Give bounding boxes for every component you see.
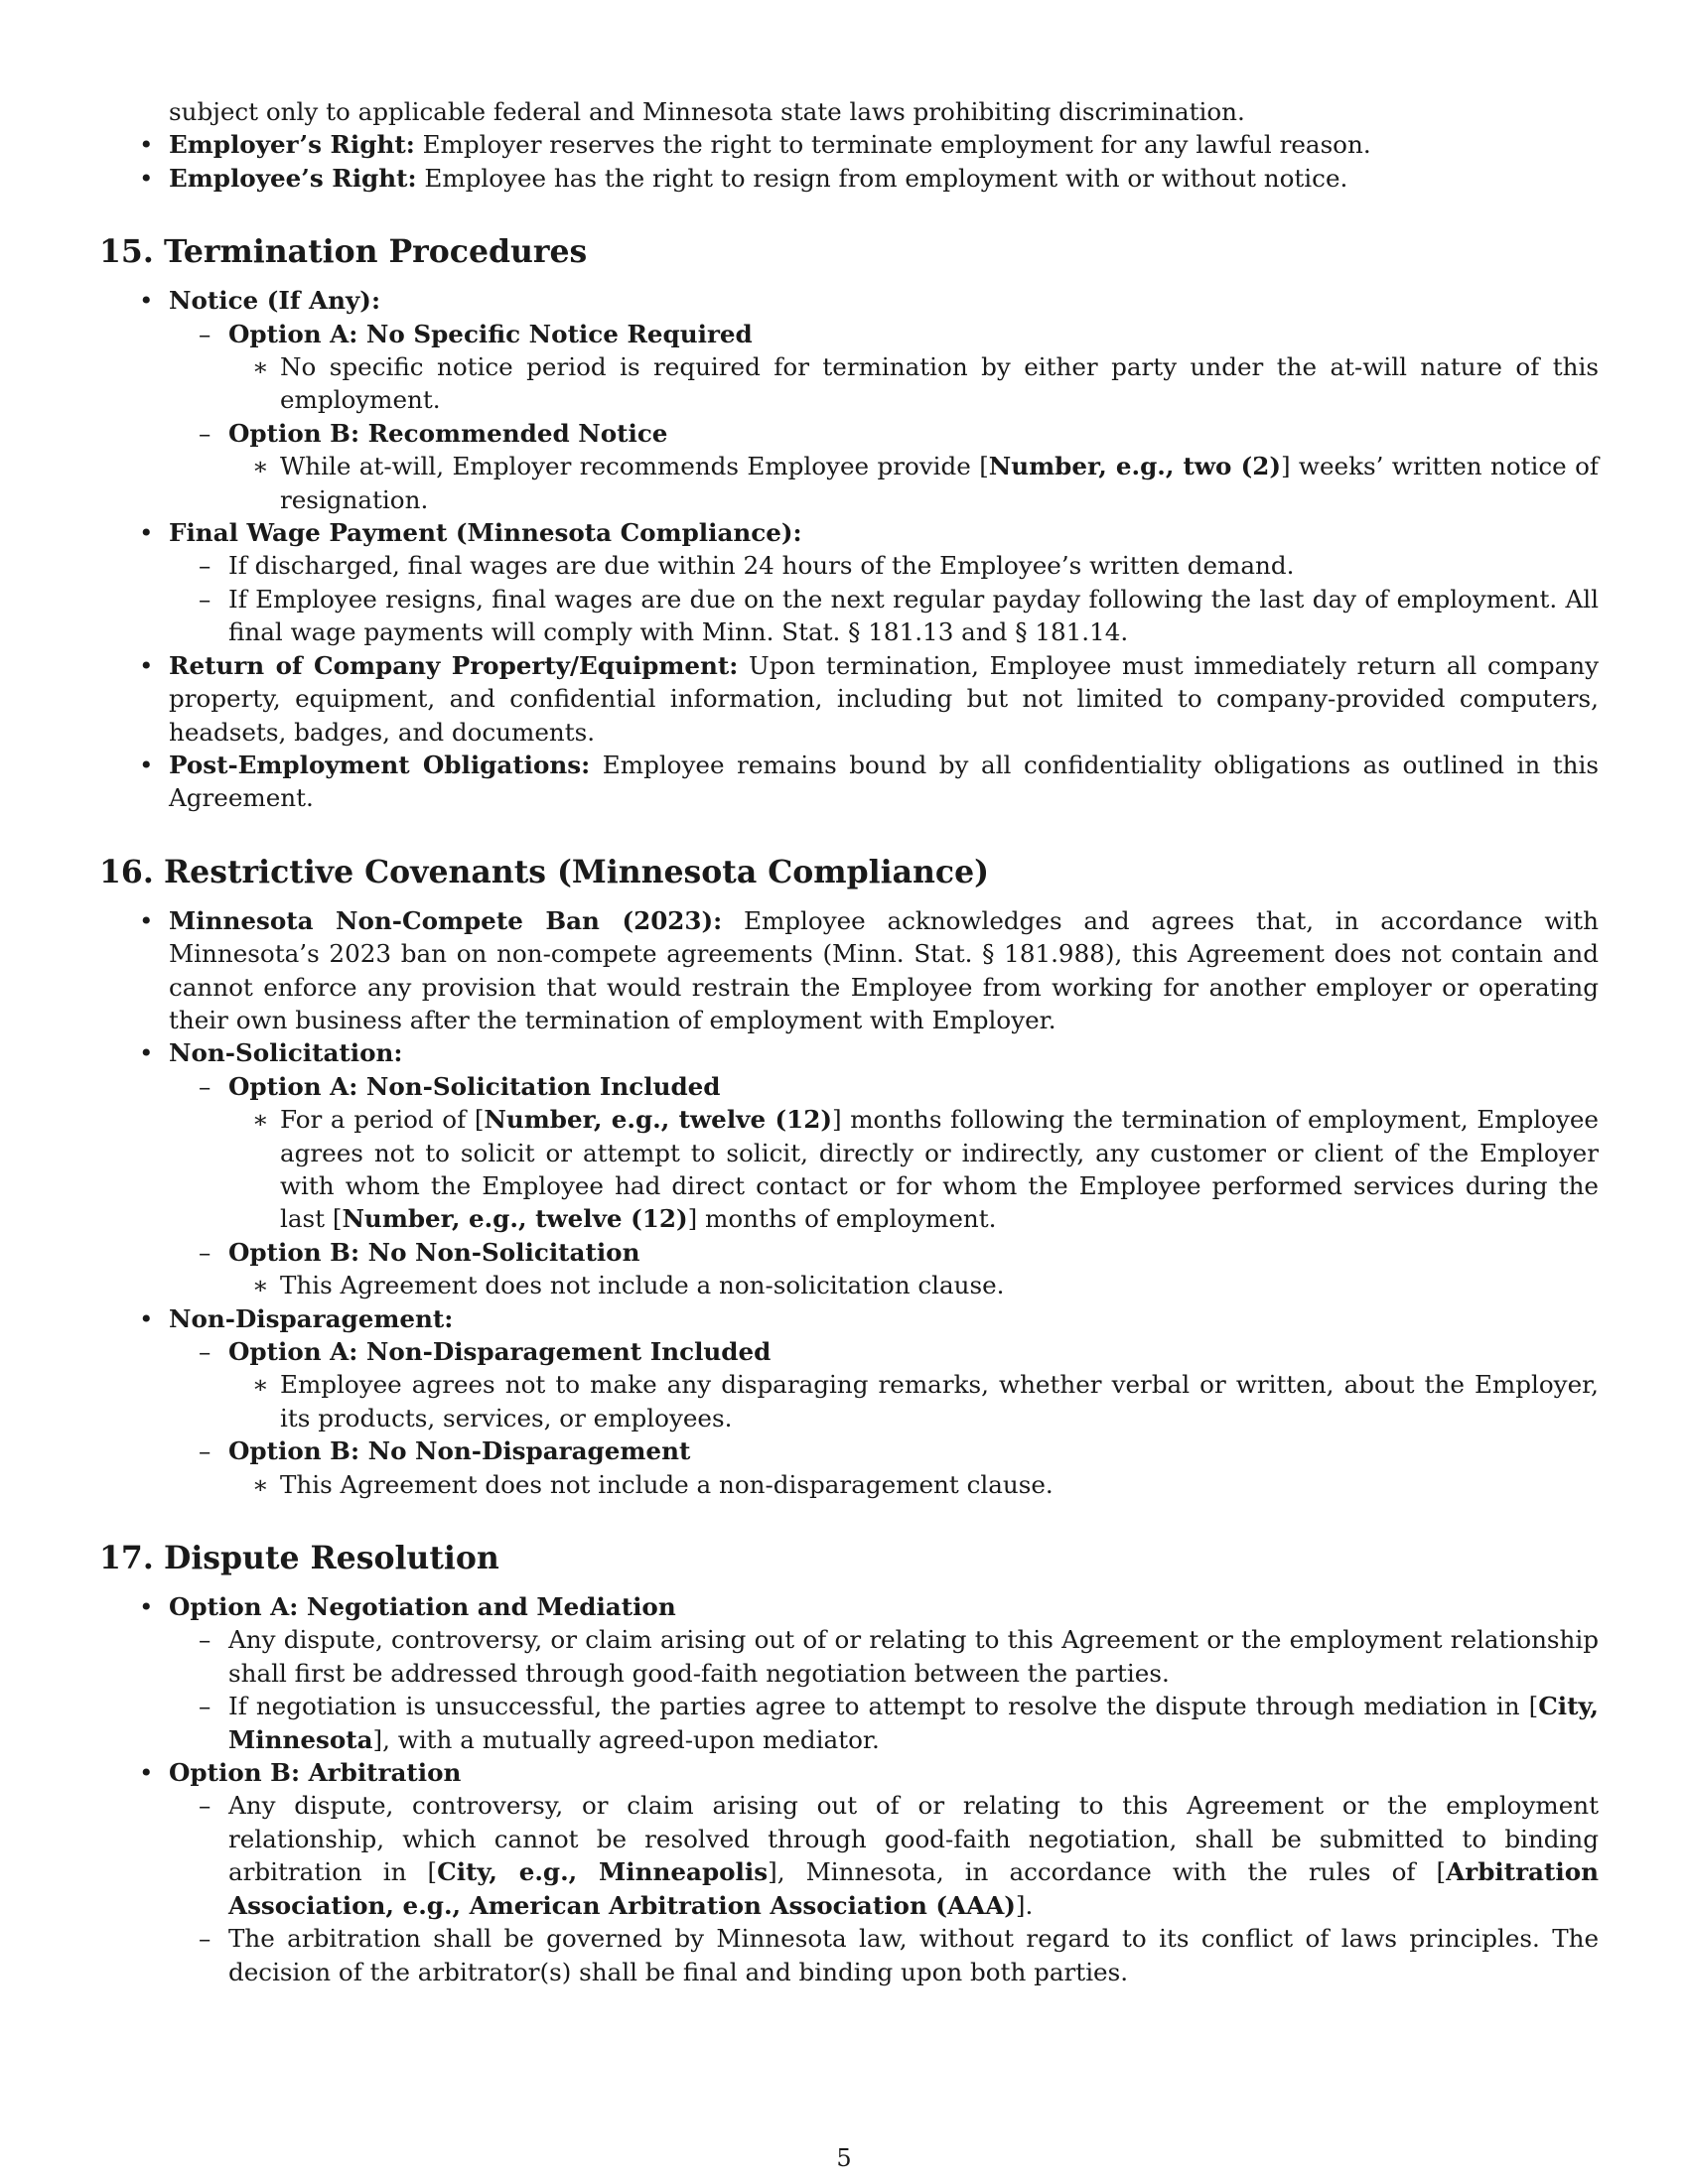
- list-item-non-disparagement: • Non-Disparagement:: [99, 1302, 1599, 1335]
- list-item-non-compete-ban: • Minnesota Non-Compete Ban (2023): Employee acknowledges and agrees that, in accordance with Minnesota’s 2023 ban on non-compete agreements (Minn. Stat. § 181.988), this Agreement does not contain and cannot enforce any provision that would restrain the Employee from working for another employer or operating their own business after the termination of employment with Employer.: [99, 904, 1599, 1037]
- page-number: 5: [836, 2144, 852, 2172]
- subsub-item-notice-option-a-text: ∗ No specific notice period is required for termination by either party under the at-will nature of this employment.: [99, 350, 1599, 417]
- list-item-employee-right: • Employee’s Right: Employee has the right to resign from employment with or without notice.: [99, 162, 1599, 195]
- document-page: [99, 95, 1599, 1988]
- list-item-dispute-option-a: • Option A: Negotiation and Mediation: [99, 1590, 1599, 1623]
- sub-item-dispute-option-a-1: – Any dispute, controversy, or claim arising out of or relating to this Agreement or the employment relationship shall first be addressed through good-faith negotiation between the parties.: [99, 1623, 1599, 1690]
- subsub-item-notice-option-b-text: ∗ While at-will, Employer recommends Employee provide [Number, e.g., two (2)] weeks’ written notice of resignation.: [99, 450, 1599, 516]
- sub-item-dispute-option-b-2: – The arbitration shall be governed by Minnesota law, without regard to its conflict of laws principles. The decision of the arbitrator(s) shall be final and binding upon both parties.: [99, 1922, 1599, 1988]
- section-heading-15: 15. Termination Procedures: [99, 233, 588, 271]
- section-heading-16: 16. Restrictive Covenants (Minnesota Compliance): [99, 853, 990, 890]
- sub-item-notice-option-b: – Option B: Recommended Notice: [99, 417, 1599, 450]
- list-item-notice: • Notice (If Any):: [99, 284, 1599, 317]
- sub-item-non-disparagement-option-b: – Option B: No Non-Disparagement: [99, 1434, 1599, 1467]
- list-item-employer-right: • Employer’s Right: Employer reserves the right to terminate employment for any lawful reason.: [99, 128, 1599, 161]
- sub-item-final-wage-1: – If discharged, final wages are due within 24 hours of the Employee’s written demand.: [99, 549, 1599, 582]
- subsub-item-non-disparagement-option-b-text: ∗ This Agreement does not include a non-disparagement clause.: [99, 1468, 1599, 1501]
- list-item-return-property: • Return of Company Property/Equipment: Upon termination, Employee must immediately return all company property, equipment, and confidential information, including but not limited to company-provided computers, headsets, badges, and documents.: [99, 649, 1599, 749]
- sub-item-non-solicitation-option-a: – Option A: Non-Solicitation Included: [99, 1070, 1599, 1103]
- sub-item-non-disparagement-option-a: – Option A: Non-Disparagement Included: [99, 1335, 1599, 1368]
- continuation-text: subject only to applicable federal and Minnesota state laws prohibiting discrimination.: [169, 97, 1245, 126]
- subsub-item-non-solicitation-option-b-text: ∗ This Agreement does not include a non-solicitation clause.: [99, 1269, 1599, 1301]
- sub-item-final-wage-2: – If Employee resigns, final wages are due on the next regular payday following the last day of employment. All final wage payments will comply with Minn. Stat. § 181.13 and § 181.14.: [99, 583, 1599, 649]
- list-item-dispute-option-b: • Option B: Arbitration: [99, 1756, 1599, 1789]
- subsub-item-non-solicitation-option-a-text: ∗ For a period of [Number, e.g., twelve (12)] months following the termination of employment, Employee agrees not to solicit or attempt to solicit, directly or indirectly, any customer or client of the Employer with whom the Employee had direct contact or for whom the Employee performed services during the last [Number, e.g., twelve (12)] months of employment.: [99, 1103, 1599, 1236]
- sub-item-notice-option-a: – Option A: No Specific Notice Required: [99, 318, 1599, 350]
- sub-item-non-solicitation-option-b: – Option B: No Non-Solicitation: [99, 1236, 1599, 1269]
- section-heading-17: 17. Dispute Resolution: [99, 1540, 499, 1577]
- list-item-non-solicitation: • Non-Solicitation:: [99, 1036, 1599, 1069]
- subsub-item-non-disparagement-option-a-text: ∗ Employee agrees not to make any disparaging remarks, whether verbal or written, about the Employer, its products, services, or employees.: [99, 1368, 1599, 1434]
- sub-item-dispute-option-b-1: – Any dispute, controversy, or claim arising out of or relating to this Agreement or the employment relationship, which cannot be resolved through good-faith negotiation, shall be submitted to binding arbitration in [City, e.g., Minneapolis], Minnesota, in accordance with the rules of [Arbitration Association, e.g., American Arbitration Association (AAA)].: [99, 1789, 1599, 1922]
- sub-item-dispute-option-a-2: – If negotiation is unsuccessful, the parties agree to attempt to resolve the dispute through mediation in [City, Minnesota], with a mutually agreed-upon mediator.: [99, 1690, 1599, 1756]
- list-item-post-employment: • Post-Employment Obligations: Employee remains bound by all confidentiality obligations as outlined in this Agreement.: [99, 749, 1599, 815]
- list-item-final-wage: • Final Wage Payment (Minnesota Compliance):: [99, 516, 1599, 549]
